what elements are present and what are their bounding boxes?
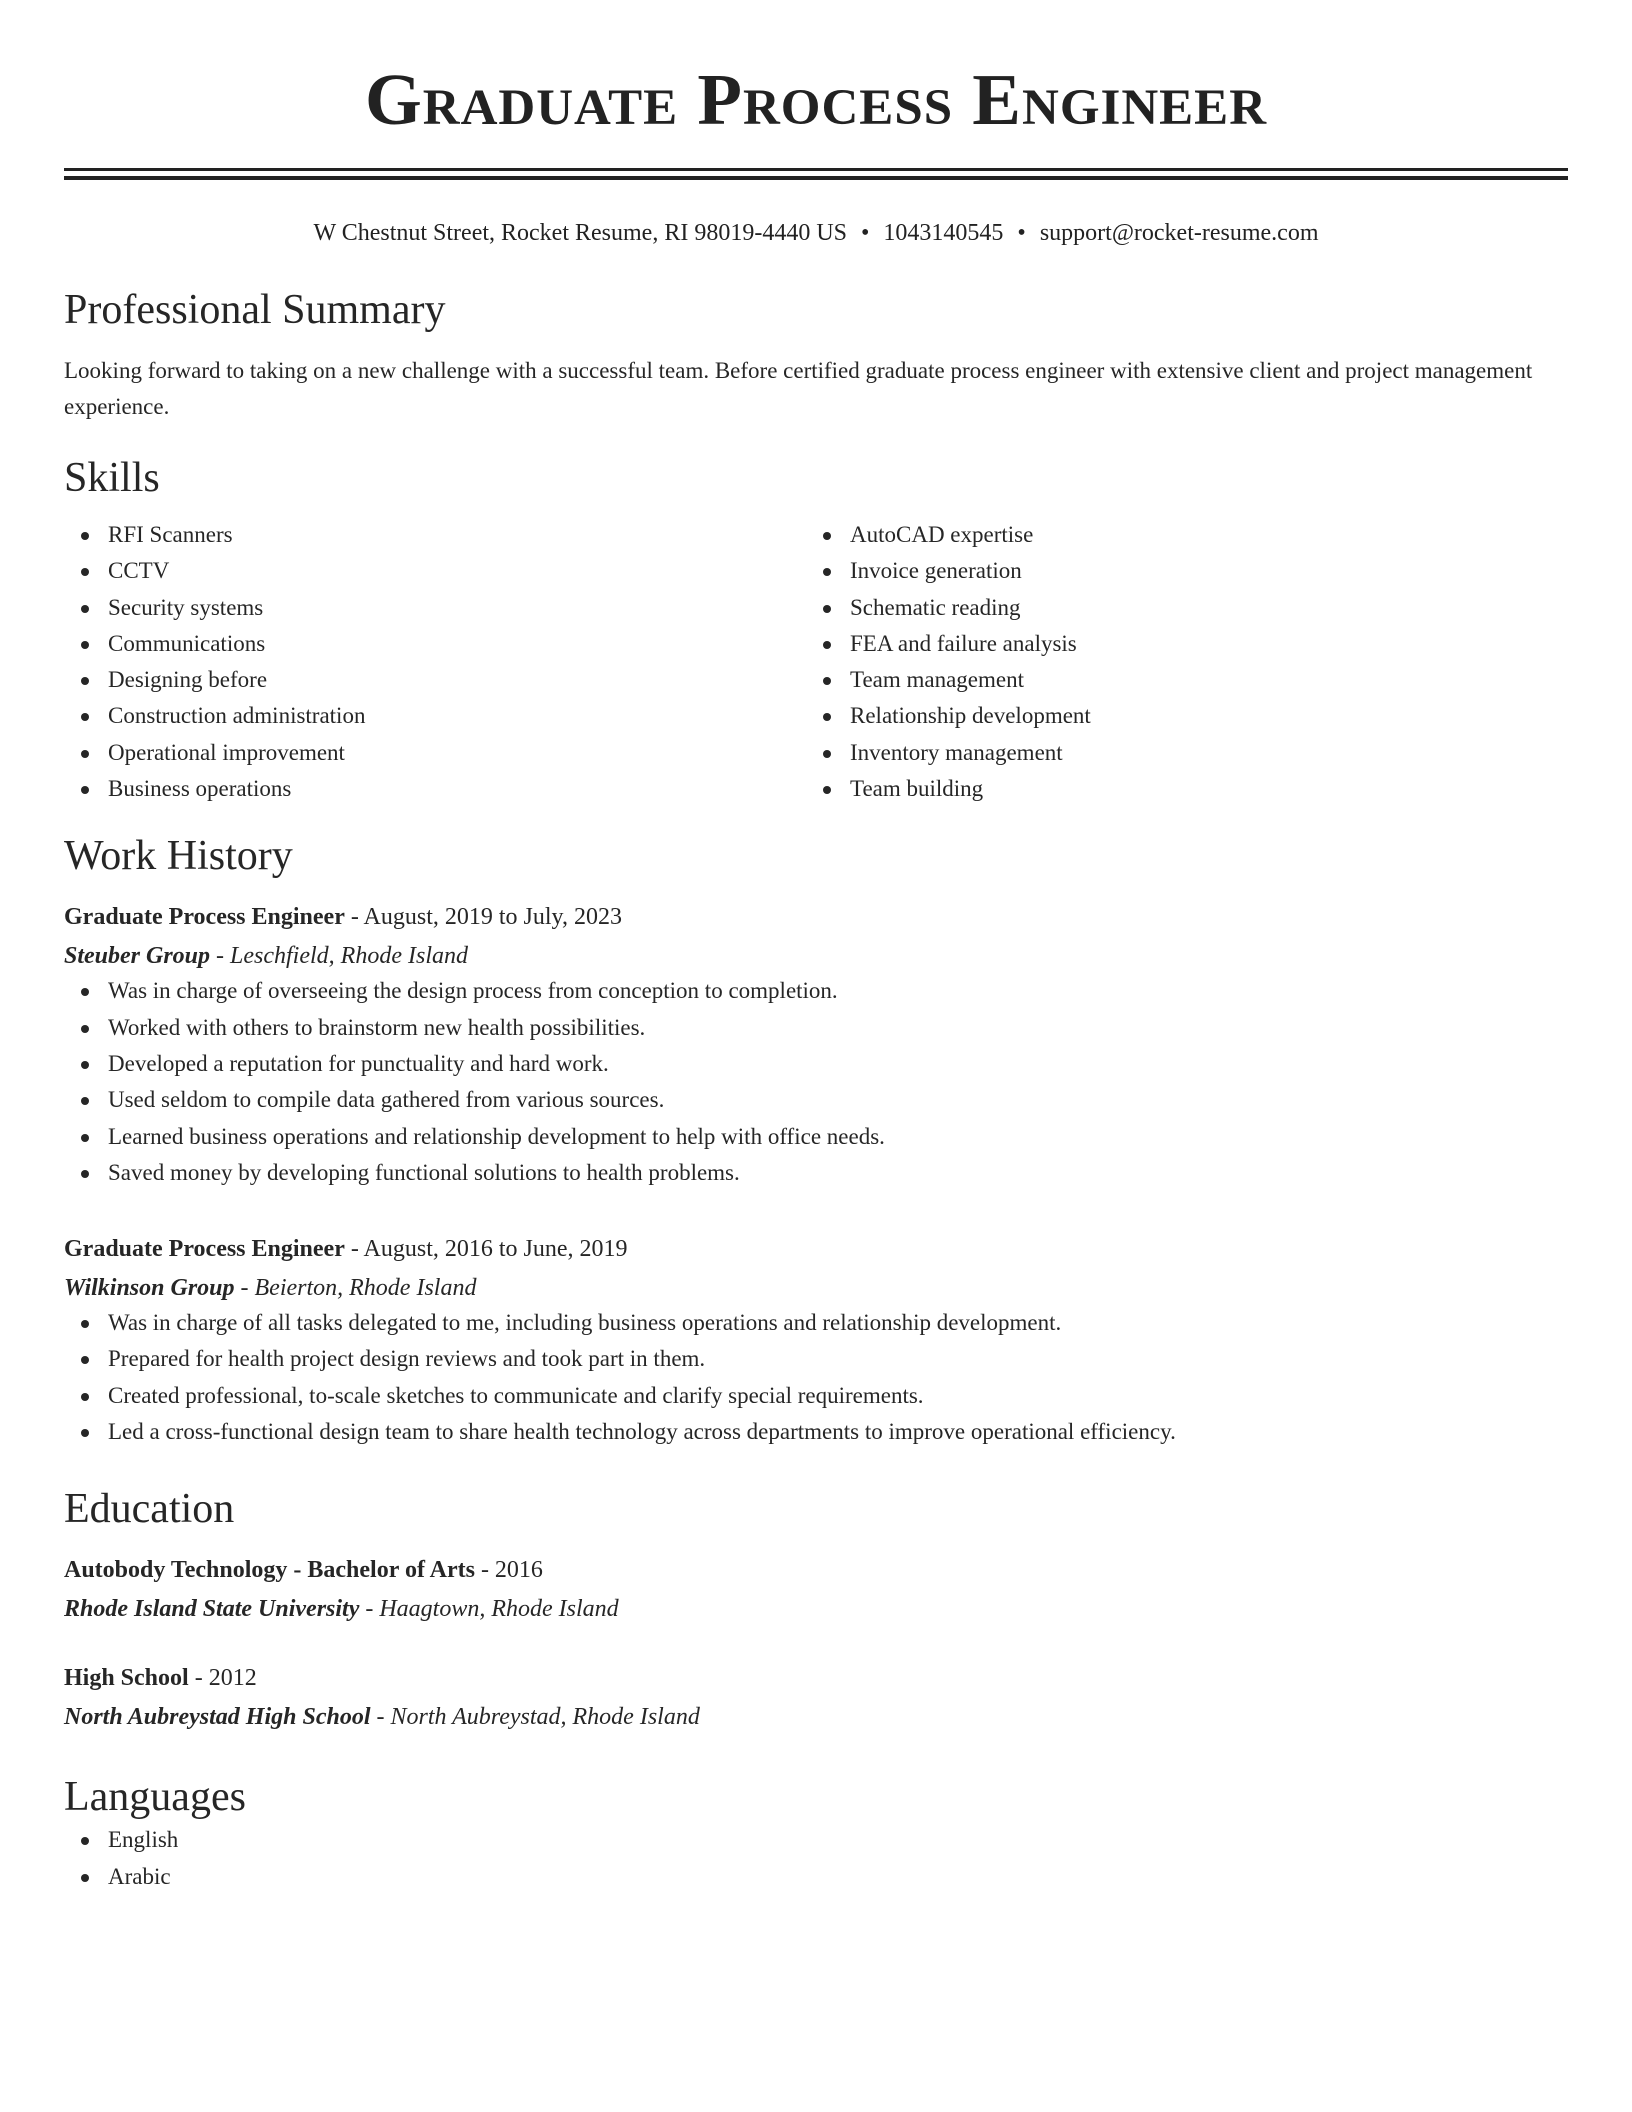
job-duties (64, 973, 1568, 1191)
skill-item: Communications (64, 626, 806, 662)
header-rule-top (64, 168, 1568, 171)
job-duty: Was in charge of all tasks delegated to me, including business operations and relationship development. (64, 1305, 1568, 1341)
job-entry (64, 899, 1568, 1191)
contact-address: W Chestnut Street, Rocket Resume, RI 98019-4440 US (313, 220, 847, 246)
job-dates: - August, 2019 to July, 2023 (344, 904, 622, 931)
contact-separator: • (861, 220, 870, 246)
education-school: Rhode Island State University (64, 1596, 360, 1623)
education-entry (64, 1660, 1568, 1734)
job-duty: Created professional, to-scale sketches to communicate and clarify special requirements. (64, 1378, 1568, 1414)
education-header (64, 1552, 1568, 1588)
job-duty: Prepared for health project design reviews and took part in them. (64, 1341, 1568, 1377)
education-school: North Aubreystad High School (64, 1704, 371, 1731)
skill-item: Security systems (64, 590, 806, 626)
job-employer (64, 939, 1568, 973)
summary-text: Looking forward to taking on a new challenge with a successful team. Before certified graduate process engineer with extensive client and project management experience. (64, 358, 1533, 419)
job-dates: - August, 2016 to June, 2019 (344, 1236, 628, 1263)
languages-list (64, 1822, 1568, 1895)
education-school-line (64, 1700, 1568, 1734)
job-entry (64, 1231, 1568, 1450)
skill-item: Relationship development (806, 698, 1548, 734)
contact-phone: 1043140545 (883, 220, 1004, 246)
skill-item: Business operations (64, 771, 806, 807)
job-duty: Used seldom to compile data gathered from various sources. (64, 1082, 1568, 1118)
skill-item: Team management (806, 662, 1548, 698)
job-duty: Saved money by developing functional solutions to health problems. (64, 1155, 1568, 1191)
education-entry (64, 1552, 1568, 1626)
job-company: Steuber Group (64, 943, 211, 970)
job-employer (64, 1271, 1568, 1305)
language-item: English (64, 1822, 1568, 1858)
skill-item: Operational improvement (64, 735, 806, 771)
skill-item: CCTV (64, 553, 806, 589)
education-year: - 2012 (188, 1665, 257, 1692)
resume-name: Graduate Process Engineer (364, 59, 1268, 140)
skill-item: RFI Scanners (64, 517, 806, 553)
job-role: Graduate Process Engineer (64, 904, 345, 931)
skills-list-left (64, 517, 806, 807)
skill-item: AutoCAD expertise (806, 517, 1548, 553)
skill-item: Construction administration (64, 698, 806, 734)
contact-line (64, 217, 1568, 249)
skill-item: FEA and failure analysis (806, 626, 1548, 662)
education-year: - 2016 (474, 1557, 543, 1584)
contact-email[interactable]: support@rocket-resume.com (1039, 220, 1319, 246)
skill-item: Team building (806, 771, 1548, 807)
work-history-heading: Work History (64, 833, 293, 880)
job-duty: Learned business operations and relationship development to help with office needs. (64, 1119, 1568, 1155)
education-degree: High School (64, 1665, 189, 1692)
job-location: - Beierton, Rhode Island (234, 1275, 477, 1302)
job-duty: Developed a reputation for punctuality and hard work. (64, 1046, 1568, 1082)
education-degree: Autobody Technology - Bachelor of Arts (64, 1557, 475, 1584)
skill-item: Invoice generation (806, 553, 1548, 589)
skills-list-right (806, 517, 1548, 807)
languages-heading: Languages (64, 1774, 246, 1821)
job-role: Graduate Process Engineer (64, 1236, 345, 1263)
job-header (64, 899, 1568, 935)
job-duty: Was in charge of overseeing the design process from conception to completion. (64, 973, 1568, 1009)
skills-heading: Skills (64, 455, 160, 501)
job-duty: Led a cross-functional design team to share health technology across departments to improve operational efficiency. (64, 1414, 1568, 1450)
education-heading: Education (64, 1486, 235, 1533)
skill-item: Inventory management (806, 735, 1548, 771)
job-location: - Leschfield, Rhode Island (210, 943, 468, 970)
education-location: - North Aubreystad, Rhode Island (370, 1704, 700, 1731)
summary-heading: Professional Summary (64, 287, 446, 333)
contact-separator: • (1017, 220, 1026, 246)
language-item: Arabic (64, 1859, 1568, 1895)
job-header (64, 1231, 1568, 1267)
job-company: Wilkinson Group (64, 1275, 235, 1302)
job-duties (64, 1305, 1568, 1450)
skill-item: Designing before (64, 662, 806, 698)
header-rule-bottom (64, 176, 1568, 180)
education-school-line (64, 1592, 1568, 1626)
job-duty: Worked with others to brainstorm new health possibilities. (64, 1010, 1568, 1046)
skill-item: Schematic reading (806, 590, 1548, 626)
education-header (64, 1660, 1568, 1696)
education-location: - Haagtown, Rhode Island (359, 1596, 619, 1623)
skills-columns (64, 517, 1568, 807)
